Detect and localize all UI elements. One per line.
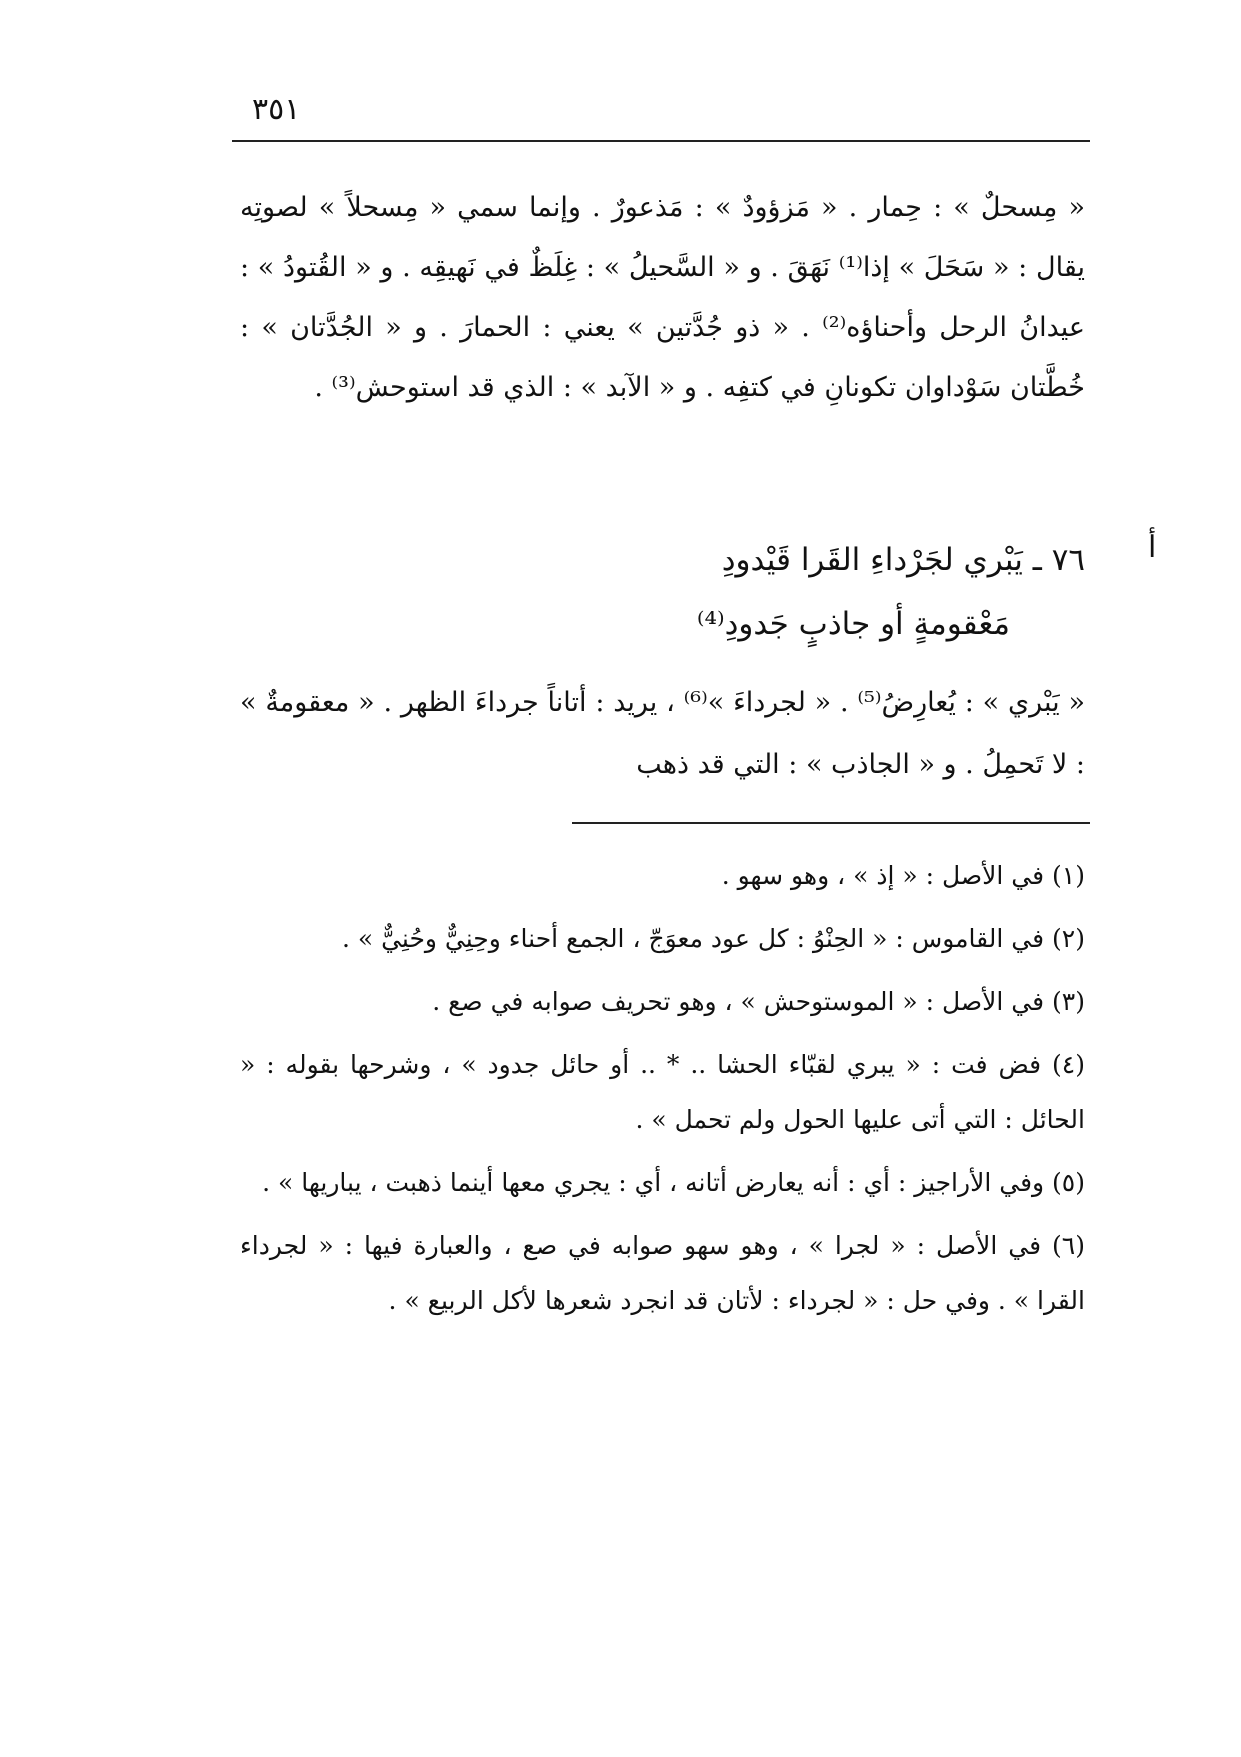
footnote-3: (٣) في الأصل : « الموستوحش » ، وهو تحريف صوابه في صع . — [432, 987, 1085, 1016]
verse-second-hemistich: مَعْقومةٍ أو جاذبٍ جَدودِ⁽⁴⁾ — [696, 606, 1010, 642]
main-text-block — [240, 178, 1085, 418]
commentary-paragraph: « مِسحلٌ » : حِمار . « مَزؤودٌ » : مَذعورٌ . وإنما سمي « مِسحلاً » لصوتِه يقال : « سَحَلَ » إذا⁽¹⁾ نَهَقَ . و « السَّحيلُ » : غِلَظٌ في نَهيقِه . و « القُتودُ » : عيدانُ الرحل وأحناؤه⁽²⁾ . « ذو جُدَّتين » يعني : الحمارَ . و « الجُدَّتان » : خُطَّتان سَوْداوان تكونانِ في كتفِه . و « الآبد » : الذي قد استوحش⁽³⁾ . — [240, 192, 1086, 403]
verse-commentary-paragraph: « يَبْري » : يُعارِضُ⁽⁵⁾ . « لجرداءَ »⁽⁶⁾ ، يريد : أتاناً جرداءَ الظهر . « معقومةٌ » : لا تَحمِلُ . و « الجاذب » : التي قد ذهب — [240, 687, 1085, 780]
footnote-4: (٤) فض فت : « يبري لقبّاء الحشا .. * .. أو حائل جدود » ، وشرحها بقوله : « الحائل : التي أتى عليها الحول ولم تحمل » . — [240, 1050, 1085, 1134]
footnote-2: (٢) في القاموس : « الحِنْوُ : كل عود معوَجّ ، الجمع أحناء وحِنِيٌّ وحُنِيٌّ » . — [341, 924, 1085, 953]
footnote-5: (٥) وفي الأراجيز : أي : أنه يعارض أتانه ، أي : يجري معها أينما ذهبت ، يباريها » . — [262, 1168, 1085, 1197]
page-number: ٣٥١ — [252, 92, 301, 127]
margin-mark: أ — [1148, 530, 1157, 565]
footnote-rule — [572, 822, 1090, 824]
verse-commentary-block — [240, 672, 1085, 796]
header-rule — [232, 140, 1090, 142]
footnotes-section — [240, 848, 1085, 1336]
footnote-1: (١) في الأصل : « إذ » ، وهو سهو . — [721, 861, 1085, 890]
verse-first-hemistich: ٧٦ ـ يَبْري لجَرْداءِ القَرا قَيْدودِ — [721, 542, 1085, 578]
footnote-6: (٦) في الأصل : « لجرا » ، وهو سهو صوابه في صع ، والعبارة فيها : « لجرداء القرا » . وفي حل : « لجرداء : لأتان قد انجرد شعرها لأكل الربيع » . — [240, 1231, 1085, 1315]
